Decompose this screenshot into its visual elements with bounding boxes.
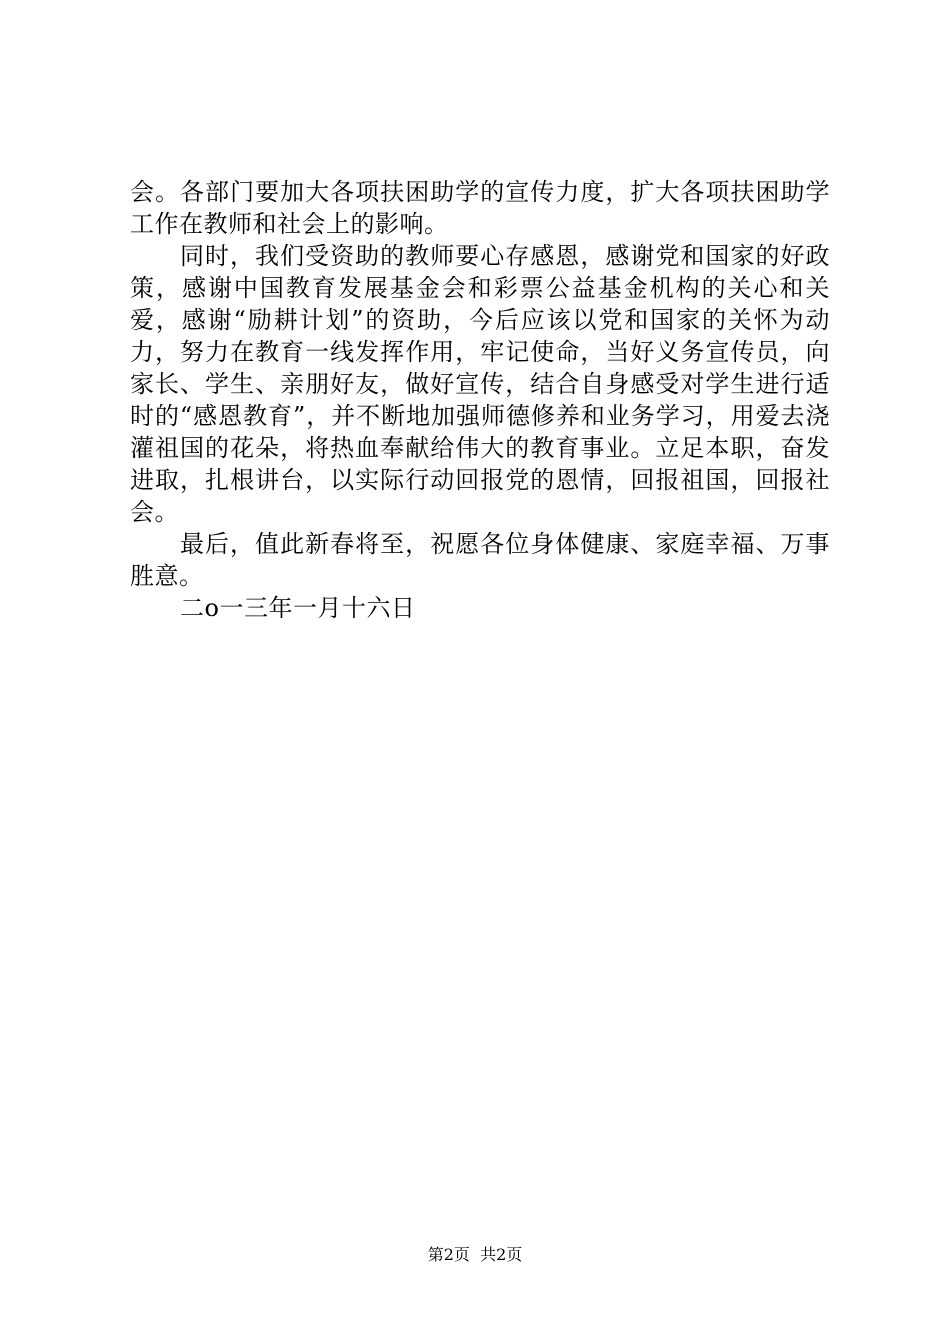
paragraph-continuation: 会。各部门要加大各项扶困助学的宣传力度，扩大各项扶困助学工作在教师和社会上的影响。 (130, 178, 830, 238)
paragraph-gratitude: 同时，我们受资助的教师要心存感恩，感谢党和国家的好政策，感谢中国教育发展基金会和彩票公益基金机构的关心和关爱，感谢“励耕计划”的资助，今后应该以党和国家的关怀为动力，努力在教育一线发挥作用，牢记使命，当好义务宣传员，向家长、学生、亲朋好友，做好宣传，结合自身感受对学生进行适时的“感恩教育”，并不断地加强师德修养和业务学习，用爱去浇灌祖国的花朵，将热血奉献给伟大的教育事业。立足本职，奋发进取，扎根讲台，以实际行动回报党的恩情，回报祖国，回报社会。 (130, 242, 830, 526)
page-number-footer: 第2页 共2页 (427, 1245, 523, 1264)
paragraph-closing-wishes: 最后，值此新春将至，祝愿各位身体健康、家庭幸福、万事胜意。 (130, 530, 830, 590)
document-body (130, 176, 830, 624)
document-date: 二o一三年一月十六日 (180, 594, 416, 622)
